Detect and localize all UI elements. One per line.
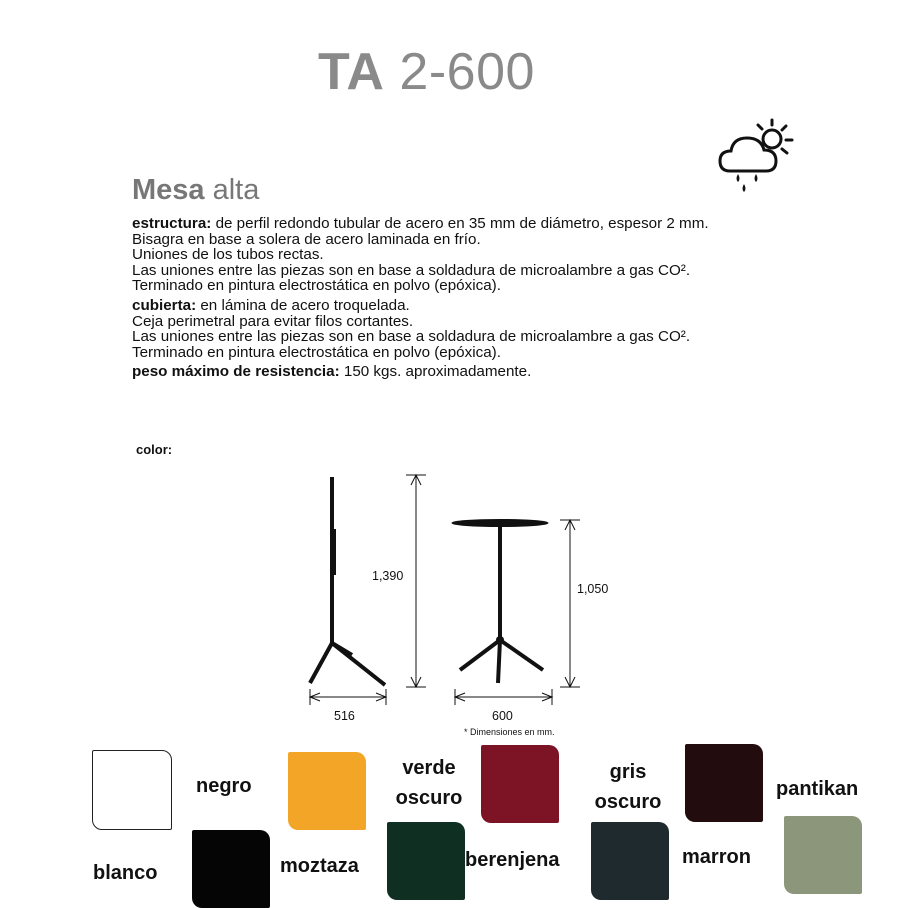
spec-line: Uniones de los tubos rectas. (132, 246, 324, 264)
spec-cubierta: cubierta: en lámina de acero troquelada. (132, 296, 410, 314)
specifications (132, 216, 752, 380)
page-title: TA 2-600 (318, 43, 535, 101)
spec-estructura: estructura: de perfil redondo tubular de acero en 35 mm de diámetro, espesor 2 mm. (132, 215, 709, 232)
swatch-negro[interactable] (192, 830, 270, 908)
color-label-gris-oscuro: gris oscuro (594, 761, 662, 813)
spec-line: Las uniones entre las piezas son en base a soldadura de microalambre a gas CO². (132, 328, 691, 346)
color-label-negro: negro (196, 775, 252, 797)
dimensions-note: * Dimensiones en mm. (464, 727, 555, 737)
spec-line: Ceja perimetral para evitar filos cortantes. (132, 312, 414, 330)
spec-line: Terminado en pintura electrostática en polvo (epóxica). (132, 277, 501, 295)
spec-peso: peso máximo de resistencia: 150 kgs. aproximadamente. (132, 363, 532, 381)
color-label-marron: marron (682, 846, 751, 868)
swatch-marron[interactable] (685, 744, 763, 822)
side-height-label: 1,390 (372, 569, 404, 583)
swatch-blanco[interactable] (92, 750, 172, 830)
swatch-gris-oscuro[interactable] (591, 822, 669, 900)
front-width-label: 600 (492, 709, 513, 723)
swatch-pantikan[interactable] (784, 816, 862, 894)
cloud-sun-rain-icon (716, 116, 798, 198)
table-dimension-drawing (290, 465, 610, 745)
front-height-label: 1,050 (577, 582, 609, 596)
color-label-pantikan: pantikan (776, 778, 859, 800)
color-label-moztaza: moztaza (280, 855, 359, 877)
swatch-moztaza[interactable] (288, 752, 366, 830)
product-title: Mesa alta (132, 174, 260, 206)
color-label-blanco: blanco (93, 862, 158, 884)
side-width-label: 516 (334, 709, 355, 723)
color-label: color: (136, 442, 173, 457)
spec-line: Terminado en pintura electrostática en polvo (epóxica). (132, 343, 501, 361)
color-label-verde-oscuro: verde oscuro (395, 757, 463, 809)
spec-line: Las uniones entre las piezas son en base a soldadura de microalambre a gas CO². (132, 261, 691, 279)
color-label-berenjena: berenjena (465, 849, 560, 871)
swatch-verde-oscuro[interactable] (387, 822, 465, 900)
swatch-berenjena[interactable] (481, 745, 559, 823)
spec-line: Bisagra en base a solera de acero laminada en frío. (132, 230, 481, 248)
